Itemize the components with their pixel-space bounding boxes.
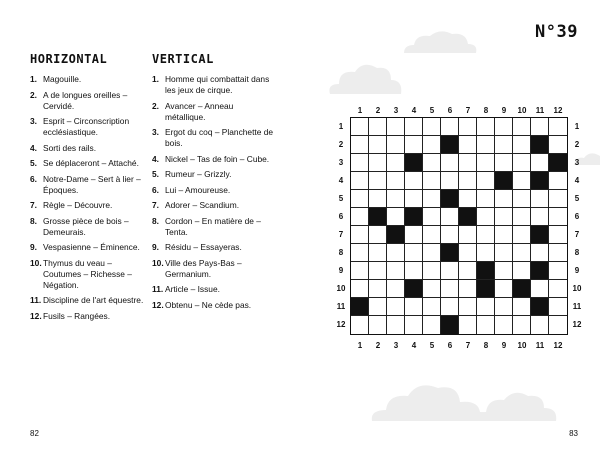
- grid-cell[interactable]: [423, 226, 441, 244]
- grid-cell[interactable]: [477, 316, 495, 334]
- black-cell: [531, 226, 549, 244]
- grid-cell[interactable]: [477, 298, 495, 316]
- grid-cell[interactable]: [549, 190, 567, 208]
- grid-cell[interactable]: [423, 118, 441, 136]
- row-number: 1: [338, 122, 344, 131]
- column-number: 11: [535, 106, 545, 115]
- grid-cell[interactable]: [513, 154, 531, 172]
- grid-cell[interactable]: [531, 244, 549, 262]
- grid-cell[interactable]: [477, 172, 495, 190]
- black-cell: [441, 316, 459, 334]
- clue-text: Avancer – Anneau métallique.: [165, 100, 234, 122]
- grid-cell[interactable]: [459, 262, 477, 280]
- grid-cell[interactable]: [423, 298, 441, 316]
- horizontal-clue: [30, 116, 152, 138]
- column-number: 12: [553, 341, 563, 350]
- clue-number: 6.: [152, 184, 159, 195]
- column-number: 9: [501, 341, 507, 350]
- clue-text: Magouille.: [43, 74, 82, 84]
- clue-number: 11.: [152, 284, 164, 294]
- grid-cell[interactable]: [531, 208, 549, 226]
- clue-number: 8.: [152, 215, 159, 226]
- clue-text: Obtenu – Ne cède pas.: [165, 299, 252, 310]
- grid-cell[interactable]: [459, 316, 477, 334]
- row-number: 12: [336, 320, 346, 329]
- grid-cell[interactable]: [441, 226, 459, 244]
- row-number: 10: [572, 284, 582, 293]
- vertical-clue: [152, 284, 274, 295]
- vertical-clue: [152, 216, 274, 238]
- grid-cell[interactable]: [549, 172, 567, 190]
- clue-text: Sorti des rails.: [43, 142, 97, 153]
- black-cell: [531, 262, 549, 280]
- grid-cell[interactable]: [477, 208, 495, 226]
- grid-cell[interactable]: [405, 118, 423, 136]
- column-number: 7: [465, 106, 471, 115]
- grid-cell[interactable]: [459, 280, 477, 298]
- black-cell: [495, 172, 513, 190]
- clue-text: Discipline de l'art équestre.: [43, 295, 144, 305]
- black-cell: [351, 298, 369, 316]
- grid-cell[interactable]: [369, 118, 387, 136]
- horizontal-clue: [30, 258, 152, 291]
- grid-cell[interactable]: [495, 280, 513, 298]
- column-number: 3: [393, 341, 399, 350]
- grid-cell[interactable]: [531, 154, 549, 172]
- grid-cell[interactable]: [351, 262, 369, 280]
- grid-cell[interactable]: [477, 136, 495, 154]
- grid-cell[interactable]: [495, 262, 513, 280]
- black-cell: [441, 190, 459, 208]
- grid-cell[interactable]: [441, 280, 459, 298]
- black-cell: [405, 154, 423, 172]
- grid-cell[interactable]: [495, 298, 513, 316]
- grid-cell[interactable]: [441, 262, 459, 280]
- grid-cell[interactable]: [495, 154, 513, 172]
- column-number: 6: [447, 106, 453, 115]
- grid-cell[interactable]: [387, 118, 405, 136]
- grid-cell[interactable]: [423, 154, 441, 172]
- grid-cell[interactable]: [351, 316, 369, 334]
- grid-cell[interactable]: [477, 226, 495, 244]
- black-cell: [513, 280, 531, 298]
- grid-cell[interactable]: [369, 316, 387, 334]
- grid-cell[interactable]: [369, 226, 387, 244]
- grid-cell[interactable]: [369, 172, 387, 190]
- horizontal-clue: [30, 242, 152, 253]
- column-number: 1: [357, 341, 363, 350]
- grid-cell[interactable]: [513, 316, 531, 334]
- row-number: 1: [574, 122, 580, 131]
- clue-text: Résidu – Essayeras.: [165, 242, 242, 252]
- grid-cell[interactable]: [549, 226, 567, 244]
- grid-cell[interactable]: [387, 172, 405, 190]
- column-number: 4: [411, 341, 417, 350]
- black-cell: [531, 172, 549, 190]
- column-number: 8: [483, 106, 489, 115]
- vertical-clue: [152, 242, 274, 253]
- grid-cell[interactable]: [369, 244, 387, 262]
- cloud-illustration: [470, 386, 560, 422]
- grid-cell[interactable]: [405, 172, 423, 190]
- grid-cell[interactable]: [513, 226, 531, 244]
- column-number: 10: [517, 341, 527, 350]
- clue-text: Notre-Dame – Sert à lier – Époques.: [43, 173, 141, 195]
- grid-cell[interactable]: [513, 172, 531, 190]
- grid-cell[interactable]: [351, 280, 369, 298]
- grid-cell[interactable]: [495, 118, 513, 136]
- clue-number: 5.: [30, 158, 37, 168]
- row-number: 9: [338, 266, 344, 275]
- row-number: 11: [572, 302, 582, 311]
- grid-cell[interactable]: [459, 298, 477, 316]
- grid-cell[interactable]: [351, 190, 369, 208]
- row-number: 5: [574, 194, 580, 203]
- column-number: 11: [535, 341, 545, 350]
- clue-number: 4.: [30, 142, 37, 153]
- clue-text: Rumeur – Grizzly.: [165, 169, 232, 179]
- vertical-clue: [152, 101, 274, 123]
- clue-number: 10.: [30, 257, 42, 268]
- vertical-clue: [152, 258, 274, 280]
- vertical-clue: [152, 185, 274, 196]
- clue-number: 5.: [152, 169, 159, 179]
- grid-cell[interactable]: [351, 118, 369, 136]
- black-cell: [531, 298, 549, 316]
- clue-number: 3.: [152, 127, 159, 137]
- grid-cell[interactable]: [441, 298, 459, 316]
- black-cell: [405, 208, 423, 226]
- grid-cell[interactable]: [495, 226, 513, 244]
- row-number: 4: [338, 176, 344, 185]
- clue-number: 9.: [30, 242, 37, 252]
- vertical-clue: [152, 154, 274, 165]
- vertical-clue: [152, 300, 274, 311]
- clue-number: 1.: [152, 74, 159, 84]
- grid-cell[interactable]: [387, 208, 405, 226]
- grid-cell[interactable]: [549, 118, 567, 136]
- column-number: 8: [483, 341, 489, 350]
- grid-cell[interactable]: [423, 190, 441, 208]
- row-number: 12: [572, 320, 582, 329]
- grid-cell[interactable]: [423, 262, 441, 280]
- grid-cell[interactable]: [549, 316, 567, 334]
- grid-cell[interactable]: [513, 244, 531, 262]
- grid-cell[interactable]: [549, 280, 567, 298]
- clue-number: 11.: [30, 295, 42, 305]
- grid-cell[interactable]: [387, 244, 405, 262]
- grid-cell[interactable]: [387, 136, 405, 154]
- grid-cell[interactable]: [351, 226, 369, 244]
- grid-cell[interactable]: [405, 136, 423, 154]
- clue-text: Lui – Amoureuse.: [165, 184, 231, 195]
- grid-cell[interactable]: [423, 172, 441, 190]
- row-number: 7: [574, 230, 580, 239]
- column-number: 2: [375, 106, 381, 115]
- crossword-grid: [350, 117, 568, 335]
- row-number: 6: [574, 212, 580, 221]
- grid-cell[interactable]: [387, 154, 405, 172]
- black-cell: [477, 280, 495, 298]
- page-number-right: 83: [569, 429, 578, 438]
- grid-cell[interactable]: [513, 298, 531, 316]
- column-numbers-top: [351, 106, 567, 115]
- vertical-heading: VERTICAL: [152, 52, 214, 66]
- grid-cell[interactable]: [387, 280, 405, 298]
- vertical-clue: [152, 200, 274, 211]
- grid-cell[interactable]: [423, 208, 441, 226]
- clue-text: Ergot du coq – Planchette de bois.: [165, 127, 274, 148]
- row-number: 3: [574, 158, 580, 167]
- grid-cell[interactable]: [477, 190, 495, 208]
- grid-cell[interactable]: [369, 136, 387, 154]
- clue-number: 9.: [152, 242, 159, 252]
- row-number: 9: [574, 266, 580, 275]
- grid-cell[interactable]: [423, 280, 441, 298]
- grid-cell[interactable]: [441, 208, 459, 226]
- grid-cell[interactable]: [387, 262, 405, 280]
- column-number: 2: [375, 341, 381, 350]
- grid-cell[interactable]: [513, 262, 531, 280]
- clue-text: Fusils – Rangées.: [43, 310, 111, 321]
- grid-cell[interactable]: [495, 316, 513, 334]
- grid-cell[interactable]: [531, 280, 549, 298]
- column-number: 4: [411, 106, 417, 115]
- column-number: 6: [447, 341, 453, 350]
- column-number: 5: [429, 106, 435, 115]
- grid-cell[interactable]: [531, 190, 549, 208]
- row-number: 3: [338, 158, 344, 167]
- grid-cell[interactable]: [351, 172, 369, 190]
- clue-text: Nickel – Tas de foin – Cube.: [165, 153, 270, 164]
- grid-cell[interactable]: [351, 154, 369, 172]
- column-numbers-bottom: [351, 341, 567, 350]
- black-cell: [369, 208, 387, 226]
- clue-number: 3.: [30, 116, 37, 126]
- row-number: 10: [336, 284, 346, 293]
- column-number: 3: [393, 106, 399, 115]
- vertical-clue: [152, 127, 274, 149]
- grid-cell[interactable]: [495, 136, 513, 154]
- clue-number: 1.: [30, 74, 37, 84]
- grid-cell[interactable]: [387, 190, 405, 208]
- cloud-illustration: [400, 28, 480, 54]
- grid-cell[interactable]: [441, 118, 459, 136]
- grid-cell[interactable]: [423, 244, 441, 262]
- vertical-clue: [152, 74, 274, 96]
- column-number: 1: [357, 106, 363, 115]
- row-number: 6: [338, 212, 344, 221]
- grid-cell[interactable]: [351, 208, 369, 226]
- black-cell: [405, 280, 423, 298]
- row-numbers-right: [570, 118, 584, 334]
- grid-cell[interactable]: [369, 154, 387, 172]
- clue-number: 4.: [152, 153, 159, 164]
- grid-cell[interactable]: [387, 298, 405, 316]
- clue-number: 12.: [152, 299, 164, 310]
- grid-cell[interactable]: [495, 208, 513, 226]
- horizontal-clue: [30, 216, 152, 238]
- clue-text: Règle – Découvre.: [43, 200, 113, 210]
- clue-text: Se déplaceront – Attaché.: [43, 158, 139, 168]
- row-number: 7: [338, 230, 344, 239]
- column-number: 5: [429, 341, 435, 350]
- page-number-left: 82: [30, 429, 39, 438]
- grid-cell[interactable]: [405, 226, 423, 244]
- row-number: 4: [574, 176, 580, 185]
- column-number: 10: [517, 106, 527, 115]
- cloud-illustration: [325, 60, 405, 96]
- grid-cell[interactable]: [549, 208, 567, 226]
- horizontal-heading: HORIZONTAL: [30, 52, 108, 66]
- grid-cell[interactable]: [531, 316, 549, 334]
- grid-cell[interactable]: [459, 118, 477, 136]
- puzzle-number: N°39: [535, 22, 578, 42]
- clue-text: Cordon – En matière de – Tenta.: [165, 215, 261, 237]
- column-number: 7: [465, 341, 471, 350]
- clue-text: A de longues oreilles – Cervidé.: [43, 89, 128, 111]
- grid-cell[interactable]: [549, 244, 567, 262]
- grid-cell[interactable]: [459, 172, 477, 190]
- grid-cell[interactable]: [405, 316, 423, 334]
- grid-cell[interactable]: [459, 244, 477, 262]
- column-number: 9: [501, 106, 507, 115]
- clue-text: Article – Issue.: [165, 284, 220, 294]
- grid-cell[interactable]: [549, 262, 567, 280]
- grid-cell[interactable]: [423, 316, 441, 334]
- grid-cell[interactable]: [459, 226, 477, 244]
- row-numbers-left: [334, 118, 348, 334]
- grid-cell[interactable]: [513, 136, 531, 154]
- grid-cell[interactable]: [513, 208, 531, 226]
- black-cell: [459, 208, 477, 226]
- clue-number: 2.: [152, 100, 159, 111]
- grid-cell[interactable]: [477, 118, 495, 136]
- horizontal-clue: [30, 311, 152, 322]
- grid-cell[interactable]: [369, 280, 387, 298]
- clue-number: 12.: [30, 310, 42, 321]
- grid-cell[interactable]: [405, 190, 423, 208]
- vertical-clue: [152, 169, 274, 180]
- row-number: 2: [338, 140, 344, 149]
- clue-text: Esprit – Circonscription ecclésiastique.: [43, 116, 130, 137]
- clue-text: Grosse pièce de bois – Demeurais.: [43, 215, 129, 237]
- clue-number: 2.: [30, 89, 37, 100]
- row-number: 2: [574, 140, 580, 149]
- grid-cell[interactable]: [441, 154, 459, 172]
- grid-cell[interactable]: [477, 154, 495, 172]
- grid-cell[interactable]: [549, 136, 567, 154]
- grid-cell[interactable]: [513, 118, 531, 136]
- clue-text: Vespasienne – Éminence.: [43, 242, 140, 252]
- grid-cell[interactable]: [351, 244, 369, 262]
- horizontal-clue: [30, 143, 152, 154]
- grid-cell[interactable]: [477, 244, 495, 262]
- grid-cell[interactable]: [441, 172, 459, 190]
- horizontal-clue: [30, 158, 152, 169]
- black-cell: [387, 226, 405, 244]
- clue-number: 7.: [152, 200, 159, 210]
- row-number: 8: [574, 248, 580, 257]
- grid-cell[interactable]: [369, 298, 387, 316]
- row-number: 8: [338, 248, 344, 257]
- clue-text: Homme qui combattait dans les jeux de cirque.: [165, 74, 270, 95]
- grid-cell[interactable]: [459, 190, 477, 208]
- clue-number: 10.: [152, 257, 164, 268]
- grid-cell[interactable]: [459, 136, 477, 154]
- grid-cell[interactable]: [495, 190, 513, 208]
- vertical-clue-list: [152, 74, 274, 315]
- horizontal-clue-list: [30, 74, 152, 326]
- row-number: 11: [336, 302, 346, 311]
- horizontal-clue: [30, 90, 152, 112]
- clue-number: 6.: [30, 173, 37, 184]
- clue-text: Adorer – Scandium.: [165, 200, 240, 210]
- column-number: 12: [553, 106, 563, 115]
- clue-number: 7.: [30, 200, 37, 210]
- grid-cell[interactable]: [423, 136, 441, 154]
- grid-cell[interactable]: [369, 190, 387, 208]
- grid-cell[interactable]: [531, 118, 549, 136]
- horizontal-clue: [30, 295, 152, 306]
- grid-cell[interactable]: [351, 136, 369, 154]
- horizontal-clue: [30, 200, 152, 211]
- black-cell: [549, 154, 567, 172]
- grid-cell[interactable]: [387, 316, 405, 334]
- grid-cell[interactable]: [495, 244, 513, 262]
- black-cell: [477, 262, 495, 280]
- black-cell: [531, 136, 549, 154]
- black-cell: [441, 136, 459, 154]
- grid-cell[interactable]: [369, 262, 387, 280]
- clue-number: 8.: [30, 215, 37, 226]
- grid-cell[interactable]: [405, 244, 423, 262]
- clue-text: Thymus du veau – Coutumes – Richesse – Négation.: [43, 257, 132, 290]
- horizontal-clue: [30, 174, 152, 196]
- grid-cell[interactable]: [513, 190, 531, 208]
- clue-text: Ville des Pays-Bas – Germanium.: [165, 257, 242, 279]
- row-number: 5: [338, 194, 344, 203]
- grid-cell[interactable]: [549, 298, 567, 316]
- grid-cell[interactable]: [405, 298, 423, 316]
- black-cell: [441, 244, 459, 262]
- grid-cell[interactable]: [459, 154, 477, 172]
- horizontal-clue: [30, 74, 152, 85]
- grid-cell[interactable]: [405, 262, 423, 280]
